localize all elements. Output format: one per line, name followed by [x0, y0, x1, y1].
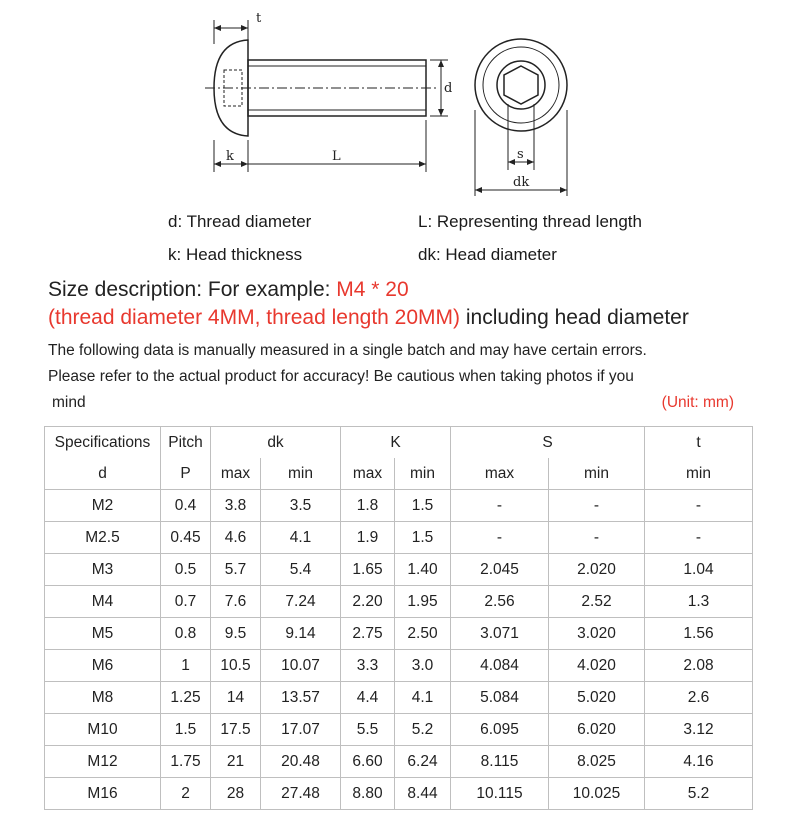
header-s-min: min — [549, 458, 645, 490]
cell-s-max: - — [451, 490, 549, 522]
cell-pitch: 0.4 — [161, 490, 211, 522]
header-s: S — [451, 427, 645, 459]
cell-k-max: 1.9 — [341, 522, 395, 554]
cell-k-max: 5.5 — [341, 714, 395, 746]
cell-s-max: 10.115 — [451, 778, 549, 810]
spec-table-body — [45, 490, 753, 810]
size-description-line1 — [48, 278, 409, 302]
cell-t-min: - — [645, 522, 753, 554]
cell-dk-min: 9.14 — [261, 618, 341, 650]
cell-k-max: 4.4 — [341, 682, 395, 714]
cell-s-min: 10.025 — [549, 778, 645, 810]
table-row — [45, 618, 753, 650]
size-detail: (thread diameter 4MM, thread length 20MM) — [48, 306, 461, 329]
cell-dk-min: 13.57 — [261, 682, 341, 714]
note-line1: The following data is manually measured in a single batch and may have certain errors. — [48, 342, 647, 359]
cell-t-min: 5.2 — [645, 778, 753, 810]
cell-s-min: 5.020 — [549, 682, 645, 714]
cell-pitch: 0.45 — [161, 522, 211, 554]
table-row — [45, 490, 753, 522]
cell-k-max: 6.60 — [341, 746, 395, 778]
cell-dk-max: 9.5 — [211, 618, 261, 650]
header-spec-d: d — [45, 458, 161, 490]
cell-t-min: 4.16 — [645, 746, 753, 778]
cell-k-max: 2.75 — [341, 618, 395, 650]
cell-t-min: - — [645, 490, 753, 522]
header-t: t — [645, 427, 753, 459]
table-row — [45, 682, 753, 714]
header-dk-min: min — [261, 458, 341, 490]
cell-spec: M8 — [45, 682, 161, 714]
cell-k-min: 2.50 — [395, 618, 451, 650]
note-line2: Please refer to the actual product for accuracy! Be cautious when taking photos if you — [48, 368, 634, 385]
size-description-suffix: including head diameter — [460, 306, 689, 329]
cell-pitch: 1 — [161, 650, 211, 682]
unit-label: (Unit: mm) — [661, 394, 734, 411]
cell-s-min: - — [549, 522, 645, 554]
cell-s-max: 5.084 — [451, 682, 549, 714]
cell-pitch: 1.5 — [161, 714, 211, 746]
table-row — [45, 714, 753, 746]
header-t-min: min — [645, 458, 753, 490]
cell-k-min: 3.0 — [395, 650, 451, 682]
cell-dk-min: 20.48 — [261, 746, 341, 778]
cell-k-min: 5.2 — [395, 714, 451, 746]
cell-t-min: 2.08 — [645, 650, 753, 682]
cell-s-min: - — [549, 490, 645, 522]
cell-s-min: 4.020 — [549, 650, 645, 682]
label-t: t — [256, 11, 262, 26]
cell-spec: M6 — [45, 650, 161, 682]
cell-s-max: 2.045 — [451, 554, 549, 586]
legend-d: d: Thread diameter — [168, 212, 312, 231]
header-k: K — [341, 427, 451, 459]
note-line3: mind — [52, 394, 86, 411]
spec-table — [44, 426, 753, 810]
cell-t-min: 2.6 — [645, 682, 753, 714]
cell-dk-max: 28 — [211, 778, 261, 810]
size-description-line2 — [48, 306, 689, 330]
label-s: s — [517, 147, 524, 162]
size-example: M4 * 20 — [336, 278, 409, 301]
label-k: k — [226, 149, 234, 164]
cell-k-max: 3.3 — [341, 650, 395, 682]
cell-dk-min: 17.07 — [261, 714, 341, 746]
cell-spec: M4 — [45, 586, 161, 618]
header-k-min: min — [395, 458, 451, 490]
cell-k-min: 1.5 — [395, 522, 451, 554]
header-pitch-p: P — [161, 458, 211, 490]
cell-s-min: 2.52 — [549, 586, 645, 618]
cell-dk-min: 27.48 — [261, 778, 341, 810]
cell-dk-max: 4.6 — [211, 522, 261, 554]
cell-pitch: 1.75 — [161, 746, 211, 778]
header-pitch: Pitch — [161, 427, 211, 459]
cell-pitch: 0.5 — [161, 554, 211, 586]
table-row — [45, 746, 753, 778]
cell-s-max: 8.115 — [451, 746, 549, 778]
label-dk: dk — [513, 175, 530, 190]
cell-dk-min: 7.24 — [261, 586, 341, 618]
cell-dk-max: 5.7 — [211, 554, 261, 586]
cell-s-max: - — [451, 522, 549, 554]
head-end-view-outer — [475, 39, 567, 131]
cell-s-max: 3.071 — [451, 618, 549, 650]
cell-pitch: 1.25 — [161, 682, 211, 714]
legend-k: k: Head thickness — [168, 245, 303, 264]
cell-pitch: 0.8 — [161, 618, 211, 650]
cell-spec: M16 — [45, 778, 161, 810]
cell-dk-min: 4.1 — [261, 522, 341, 554]
screw-drawing — [0, 0, 800, 205]
cell-k-min: 6.24 — [395, 746, 451, 778]
header-k-max: max — [341, 458, 395, 490]
table-row — [45, 522, 753, 554]
legend-L: L: Representing thread length — [418, 212, 642, 231]
cell-k-min: 8.44 — [395, 778, 451, 810]
cell-spec: M2 — [45, 490, 161, 522]
cell-dk-min: 5.4 — [261, 554, 341, 586]
cell-dk-max: 10.5 — [211, 650, 261, 682]
cell-k-max: 1.8 — [341, 490, 395, 522]
cell-dk-max: 14 — [211, 682, 261, 714]
cell-k-min: 4.1 — [395, 682, 451, 714]
cell-dk-min: 10.07 — [261, 650, 341, 682]
cell-dk-max: 3.8 — [211, 490, 261, 522]
cell-pitch: 2 — [161, 778, 211, 810]
cell-t-min: 3.12 — [645, 714, 753, 746]
label-d: d — [444, 81, 453, 96]
header-dk: dk — [211, 427, 341, 459]
cell-s-min: 3.020 — [549, 618, 645, 650]
label-L: L — [332, 149, 341, 164]
cell-s-max: 6.095 — [451, 714, 549, 746]
cell-t-min: 1.04 — [645, 554, 753, 586]
cell-dk-max: 7.6 — [211, 586, 261, 618]
cell-t-min: 1.56 — [645, 618, 753, 650]
cell-s-min: 2.020 — [549, 554, 645, 586]
hex-socket — [504, 66, 538, 104]
header-spec: Specifications — [45, 427, 161, 459]
cell-s-min: 6.020 — [549, 714, 645, 746]
cell-dk-max: 21 — [211, 746, 261, 778]
cell-spec: M10 — [45, 714, 161, 746]
cell-k-max: 1.65 — [341, 554, 395, 586]
cell-k-max: 2.20 — [341, 586, 395, 618]
cell-k-max: 8.80 — [341, 778, 395, 810]
header-dk-max: max — [211, 458, 261, 490]
cell-k-min: 1.95 — [395, 586, 451, 618]
cell-s-max: 2.56 — [451, 586, 549, 618]
cell-spec: M2.5 — [45, 522, 161, 554]
cell-dk-min: 3.5 — [261, 490, 341, 522]
cell-dk-max: 17.5 — [211, 714, 261, 746]
legend-dk: dk: Head diameter — [418, 245, 557, 264]
cell-spec: M3 — [45, 554, 161, 586]
cell-k-min: 1.5 — [395, 490, 451, 522]
table-row — [45, 778, 753, 810]
cell-k-min: 1.40 — [395, 554, 451, 586]
table-row — [45, 554, 753, 586]
cell-spec: M12 — [45, 746, 161, 778]
cell-spec: M5 — [45, 618, 161, 650]
size-description-prefix: Size description: For example: — [48, 278, 337, 301]
cell-t-min: 1.3 — [645, 586, 753, 618]
header-s-max: max — [451, 458, 549, 490]
table-row — [45, 586, 753, 618]
cell-pitch: 0.7 — [161, 586, 211, 618]
table-row — [45, 650, 753, 682]
cell-s-max: 4.084 — [451, 650, 549, 682]
cell-s-min: 8.025 — [549, 746, 645, 778]
